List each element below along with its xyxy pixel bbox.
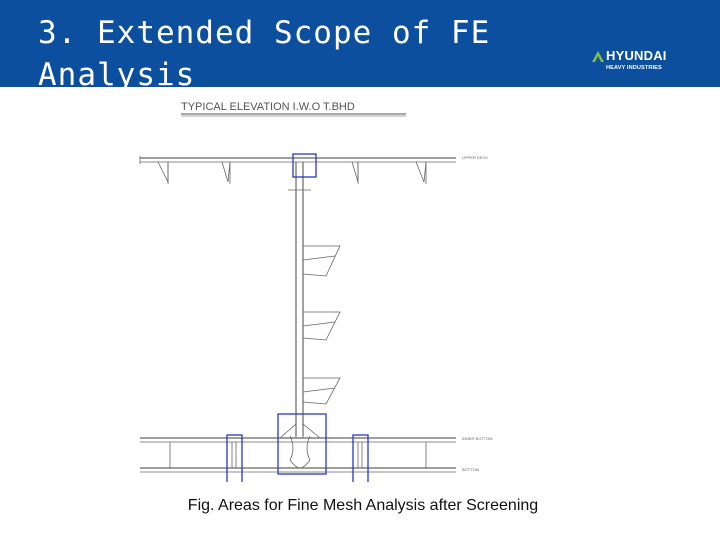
slide-title: 3. Extended Scope of FE Analysis — [38, 15, 491, 93]
double-bottom-floors — [170, 424, 426, 468]
upper-deck — [140, 156, 456, 164]
bulkhead-web — [288, 162, 311, 436]
bottom-shell — [140, 468, 456, 472]
hyundai-logo-icon — [592, 51, 605, 63]
upper-deck-label: UPPER DECK — [462, 155, 489, 160]
hyundai-logo — [592, 50, 692, 76]
bottom-label: BOTTOM — [462, 467, 480, 472]
figure-caption: Fig. Areas for Fine Mesh Analysis after Screening — [187, 497, 539, 514]
inner-bottom-label: INNER BOTTOM — [462, 436, 493, 441]
inner-bottom — [140, 438, 456, 442]
fine-mesh-areas — [227, 154, 368, 482]
logo-subtitle: HEAVY INDUSTRIES — [606, 65, 662, 71]
bulkhead-brackets — [303, 246, 340, 404]
title-bar — [0, 0, 720, 93]
logo-wordmark: HYUNDAI — [606, 48, 667, 63]
drawing-title: TYPICAL ELEVATION I.W.O T.BHD — [181, 101, 355, 113]
elevation-drawing — [130, 96, 520, 482]
fine-mesh-box-bulkhead-base — [278, 414, 326, 474]
deck-brackets — [158, 162, 426, 184]
